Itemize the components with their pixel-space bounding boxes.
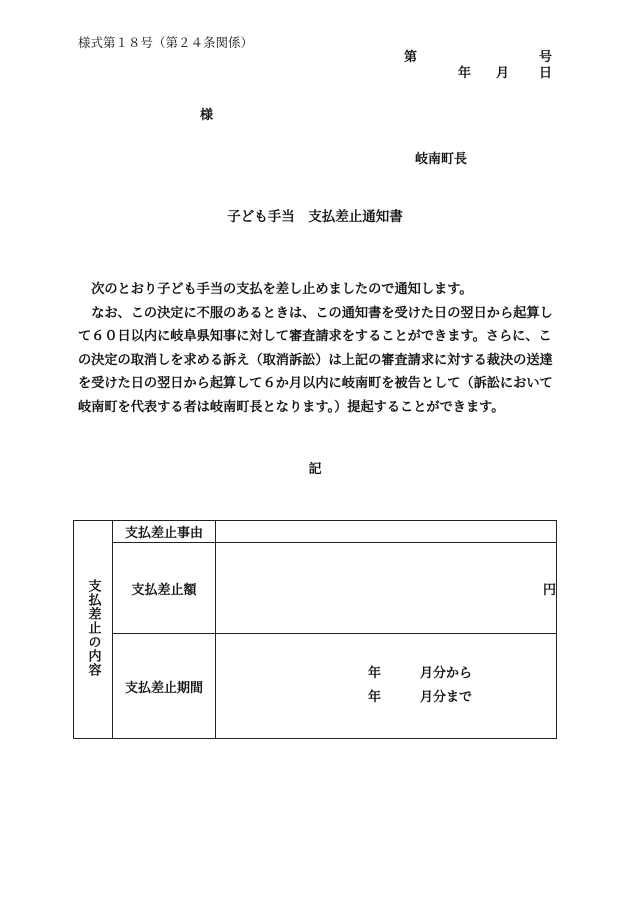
- recipient-suffix: 様: [200, 108, 214, 123]
- period-to-year: 年: [368, 690, 382, 705]
- ki-heading: 記: [308, 462, 322, 477]
- table-row-amount: [74, 543, 557, 634]
- document-number-prefix: 第: [404, 50, 418, 65]
- body-paragraph-2: なお、この決定に不服のあるときは、この通知書を受けた日の翌日から起算して６０日以内に岐阜県知事に対して審査請求をすることができます。さらに、この決定の取消しを求める訴え（取消訴訟）は上記の審査請求に対する裁決の送達を受けた日の翌日から起算して６か月以内に岐南町を被告として（訴訟において岐南町を代表する者は岐南町長となります。）提起することができます。: [78, 305, 553, 415]
- period-from-year: 年: [368, 666, 382, 681]
- period-label: 支払差止期間: [113, 634, 216, 739]
- document-number-suffix: 号: [539, 50, 553, 65]
- amount-unit: 円: [542, 582, 556, 598]
- details-table: [73, 520, 557, 739]
- period-value: [216, 634, 557, 739]
- body-paragraph-1: 次のとおり子ども手当の支払を差し止めましたので通知します。: [91, 282, 473, 297]
- period-from-month: 月分から: [420, 666, 473, 681]
- form-number: 様式第１８号（第２４条関係）: [78, 35, 254, 50]
- table-row-reason: [74, 521, 557, 543]
- date-month-label: 月: [496, 66, 510, 81]
- period-to-month: 月分まで: [420, 690, 473, 705]
- date-day-label: 日: [539, 66, 553, 81]
- period-from: [216, 662, 556, 686]
- date-year-label: 年: [458, 66, 472, 81]
- reason-value: [216, 521, 557, 543]
- side-label: 支払差止の内容: [85, 578, 101, 677]
- period-to: [216, 686, 556, 710]
- issuer: 岐南町長: [415, 152, 468, 167]
- table-row-period: [74, 634, 557, 739]
- reason-label: 支払差止事由: [113, 521, 216, 543]
- body-text: [78, 278, 556, 420]
- amount-label: 支払差止額: [113, 543, 216, 634]
- side-label-cell: [74, 521, 113, 739]
- amount-value: [216, 543, 557, 634]
- document-title: 子ども手当 支払差止通知書: [227, 209, 403, 225]
